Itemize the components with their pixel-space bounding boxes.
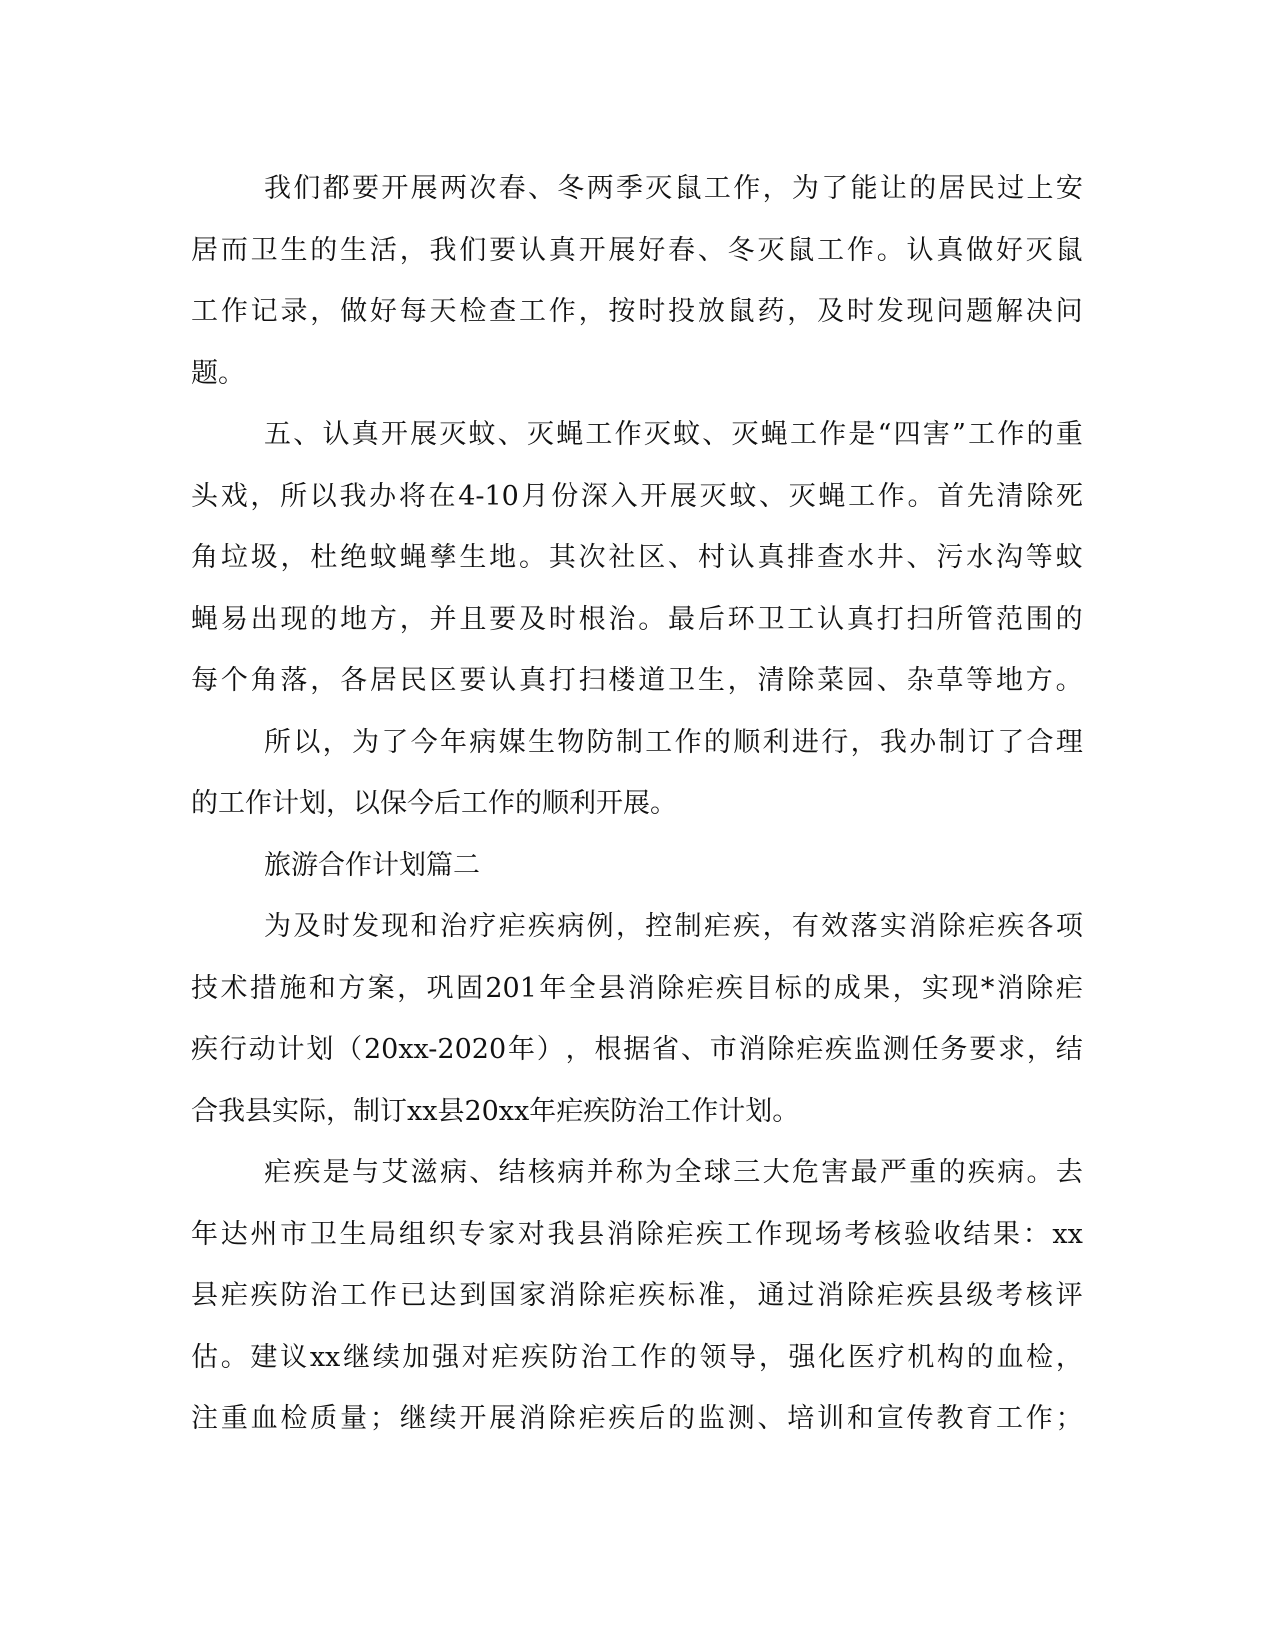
text-line: 合我县实际，制订xx县20xx年疟疾防治工作计划。: [191, 1095, 800, 1127]
text-line: 年 达 州 市 卫 生 局 组 织 专 家 对 我 县 消 除 疟 疾 工 作 现 场 考 核 验 收 结 果 ： xx: [191, 1218, 1083, 1250]
text-line: 角 垃 圾 ， 杜 绝 蚊 蝇 孳 生 地 。 其 次 社 区 、 村 认 真 排 查 水 井 、 污 水 沟 等 蚊: [191, 542, 1083, 573]
text-line: 为 及 时 发 现 和 治 疗 疟 疾 病 例 ， 控 制 疟 疾 ， 有 效 落 实 消 除 疟 疾 各 项: [264, 911, 1083, 942]
text-line: 每 个 角 落 ， 各 居 民 区 要 认 真 打 扫 楼 道 卫 生 ， 清 除 菜 园 、 杂 草 等 地 方 。: [191, 665, 1083, 696]
text-line: 五 、 认 真 开 展 灭 蚊 、 灭 蝇 工 作 灭 蚊 、 灭 蝇 工 作 是 “ 四 害 ” 工 作 的 重: [264, 419, 1083, 450]
text-line: 技 术 措 施 和 方 案 ， 巩 固 201 年 全 县 消 除 疟 疾 目 标 的 成 果 ， 实 现 * 消 除 疟: [191, 972, 1083, 1004]
text-line: 疟 疾 是 与 艾 滋 病 、 结 核 病 并 称 为 全 球 三 大 危 害 最 严 重 的 疾 病 。 去: [264, 1157, 1083, 1188]
document-body: [191, 158, 1083, 1450]
text-line: 县 疟 疾 防 治 工 作 已 达 到 国 家 消 除 疟 疾 标 准 ， 通 过 消 除 疟 疾 县 级 考 核 评: [191, 1280, 1083, 1311]
text-line: 所 以 ， 为 了 今 年 病 媒 生 物 防 制 工 作 的 顺 利 进 行 ， 我 办 制 订 了 合 理: [264, 726, 1083, 758]
text-line: 估 。 建 议 xx 继 续 加 强 对 疟 疾 防 治 工 作 的 领 导 ， 强 化 医 疗 机 构 的 血 检 ，: [191, 1341, 1083, 1373]
text-line: 旅游合作计划篇二: [264, 849, 480, 881]
text-line: 蝇 易 出 现 的 地 方 ， 并 且 要 及 时 根 治 。 最 后 环 卫 工 认 真 打 扫 所 管 范 围 的: [191, 603, 1083, 635]
text-line: 的工作计划，以保今后工作的顺利开展。: [191, 788, 677, 819]
text-line: 工 作 记 录 ， 做 好 每 天 检 查 工 作 ， 按 时 投 放 鼠 药 ， 及 时 发 现 问 题 解 决 问: [191, 296, 1083, 327]
text-line: 注 重 血 检 质 量 ； 继 续 开 展 消 除 疟 疾 后 的 监 测 、 培 训 和 宣 传 教 育 工 作 ；: [191, 1403, 1083, 1434]
text-line: 居 而 卫 生 的 生 活 ， 我 们 要 认 真 开 展 好 春 、 冬 灭 鼠 工 作 。 认 真 做 好 灭 鼠: [191, 234, 1083, 266]
text-line: 头 戏 ， 所 以 我 办 将 在 4-10 月 份 深 入 开 展 灭 蚊 、 灭 蝇 工 作 。 首 先 清 除 死: [191, 480, 1083, 512]
text-line: 疾 行 动 计 划 （ 20xx-2020 年 ） ， 根 据 省 、 市 消 除 疟 疾 监 测 任 务 要 求 ， 结: [191, 1034, 1083, 1065]
text-line: 题。: [191, 357, 245, 389]
text-line: 我 们 都 要 开 展 两 次 春 、 冬 两 季 灭 鼠 工 作 ， 为 了 能 让 的 居 民 过 上 安: [264, 173, 1083, 204]
